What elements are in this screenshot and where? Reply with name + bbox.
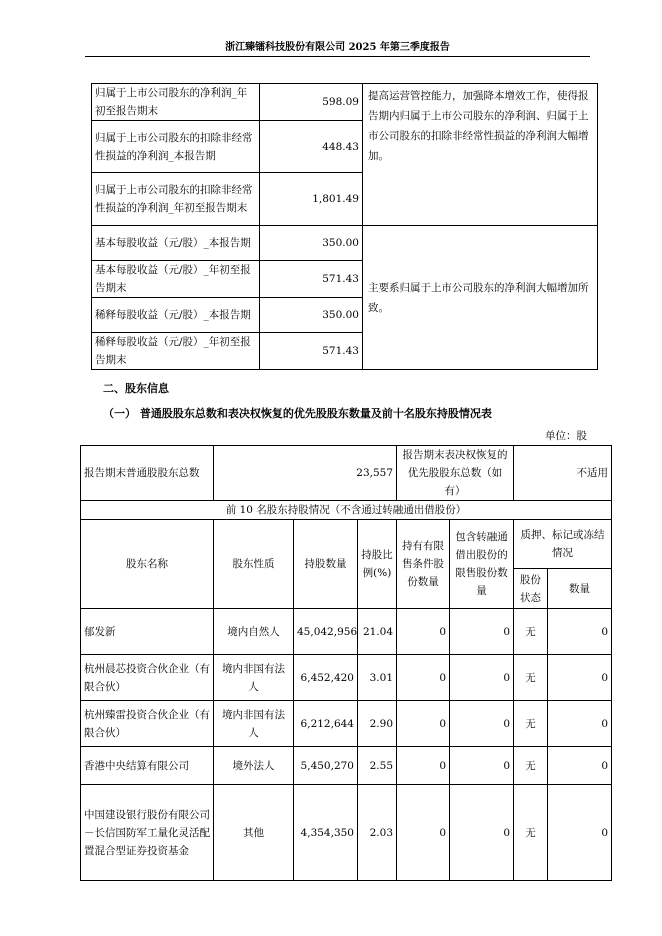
col-status: 股份状态	[514, 569, 548, 609]
holder-ratio: 2.03	[358, 785, 397, 881]
indicator-label: 基本每股收益（元/股）_本报告期	[92, 226, 260, 261]
indicator-table	[91, 83, 598, 370]
holder-ratio: 2.90	[358, 701, 397, 747]
holder-name: 杭州晨芯投资合伙企业（有限合伙）	[81, 655, 214, 701]
col-lent: 包含转融通借出股份的限售股份数量	[450, 520, 514, 609]
indicator-label: 归属于上市公司股东的扣除非经常性损益的净利润_本报告期	[92, 121, 260, 173]
holder-status: 无	[514, 747, 548, 785]
holder-status: 无	[514, 655, 548, 701]
table-row	[81, 785, 612, 881]
top10-caption: 前 10 名股东持股情况（不含通过转融通出借股份）	[81, 501, 612, 520]
holder-lent: 0	[450, 609, 514, 655]
indicator-value: 448.43	[260, 121, 363, 173]
holder-shares: 45,042,956	[294, 609, 358, 655]
holder-qty: 0	[548, 747, 612, 785]
holder-lent: 0	[450, 785, 514, 881]
holder-nature: 其他	[214, 785, 294, 881]
holder-ratio: 21.04	[358, 609, 397, 655]
holder-name: 郁发新	[81, 609, 214, 655]
holder-lent: 0	[450, 655, 514, 701]
holder-name: 香港中央结算有限公司	[81, 747, 214, 785]
col-nature: 股东性质	[214, 520, 294, 609]
holder-restricted: 0	[397, 747, 450, 785]
col-qty: 数量	[548, 569, 612, 609]
col-name: 股东名称	[81, 520, 214, 609]
holder-shares: 5,450,270	[294, 747, 358, 785]
pref-holders-label: 报告期末表决权恢复的优先股股东总数（如有）	[397, 446, 514, 501]
subsection-title: （一） 普通股股东总数和表决权恢复的优先股股东数量及前十名股东持股情况表	[103, 407, 492, 420]
col-shares: 持股数量	[294, 520, 358, 609]
indicator-row	[92, 84, 598, 121]
indicator-value: 350.00	[260, 298, 363, 333]
holder-qty: 0	[548, 785, 612, 881]
total-holders-label: 报告期末普通股股东总数	[81, 446, 214, 501]
holder-restricted: 0	[397, 785, 450, 881]
table-row	[81, 655, 612, 701]
col-restricted: 持有有限售条件股份数量	[397, 520, 450, 609]
header-rule	[85, 56, 590, 57]
holder-nature: 境外法人	[214, 747, 294, 785]
holder-status: 无	[514, 609, 548, 655]
section-title: 二、股东信息	[103, 382, 169, 395]
holder-nature: 境内非国有法人	[214, 701, 294, 747]
table-row	[81, 701, 612, 747]
indicator-value: 1,801.49	[260, 173, 363, 226]
header-row	[81, 520, 612, 569]
pref-holders-value: 不适用	[514, 446, 612, 501]
total-holders-value: 23,557	[214, 446, 397, 501]
holder-qty: 0	[548, 609, 612, 655]
indicator-label: 归属于上市公司股东的净利润_年初至报告期末	[92, 84, 260, 121]
top10-caption-row	[81, 501, 612, 520]
holder-shares: 6,452,420	[294, 655, 358, 701]
holder-nature: 境内自然人	[214, 609, 294, 655]
holder-shares: 6,212,644	[294, 701, 358, 747]
indicator-value: 571.43	[260, 261, 363, 298]
unit-label: 单位：股	[545, 430, 587, 442]
table-row	[81, 609, 612, 655]
report-header: 浙江臻镭科技股份有限公司 2025 年第三季度报告	[225, 42, 450, 53]
holder-ratio: 3.01	[358, 655, 397, 701]
col-pledge: 质押、标记或冻结情况	[514, 520, 612, 569]
indicator-value: 350.00	[260, 226, 363, 261]
indicator-value: 598.09	[260, 84, 363, 121]
change-reason-1: 提高运营管控能力，加强降本增效工作，使得报告期内归属于上市公司股东的净利润、归属于上市公司股东的扣除非经常性损益的净利润大幅增加。	[363, 84, 598, 226]
holder-ratio: 2.55	[358, 747, 397, 785]
holder-lent: 0	[450, 701, 514, 747]
holder-restricted: 0	[397, 609, 450, 655]
col-ratio: 持股比例(%)	[358, 520, 397, 609]
holder-qty: 0	[548, 701, 612, 747]
shareholder-table	[80, 445, 612, 881]
holder-name: 中国建设银行股份有限公司－长信国防军工量化灵活配置混合型证券投资基金	[81, 785, 214, 881]
indicator-label: 稀释每股收益（元/股）_年初至报告期末	[92, 333, 260, 370]
holder-status: 无	[514, 785, 548, 881]
holder-status: 无	[514, 701, 548, 747]
holder-lent: 0	[450, 747, 514, 785]
indicator-row	[92, 226, 598, 261]
indicator-label: 基本每股收益（元/股）_年初至报告期末	[92, 261, 260, 298]
indicator-value: 571.43	[260, 333, 363, 370]
holder-nature: 境内非国有法人	[214, 655, 294, 701]
holder-shares: 4,354,350	[294, 785, 358, 881]
change-reason-2: 主要系归属于上市公司股东的净利润大幅增加所致。	[363, 226, 598, 370]
holder-restricted: 0	[397, 655, 450, 701]
holder-name: 杭州臻雷投资合伙企业（有限合伙）	[81, 701, 214, 747]
indicator-label: 稀释每股收益（元/股）_本报告期	[92, 298, 260, 333]
total-holders-row	[81, 446, 612, 501]
indicator-label: 归属于上市公司股东的扣除非经常性损益的净利润_年初至报告期末	[92, 173, 260, 226]
holder-qty: 0	[548, 655, 612, 701]
holder-restricted: 0	[397, 701, 450, 747]
table-row	[81, 747, 612, 785]
